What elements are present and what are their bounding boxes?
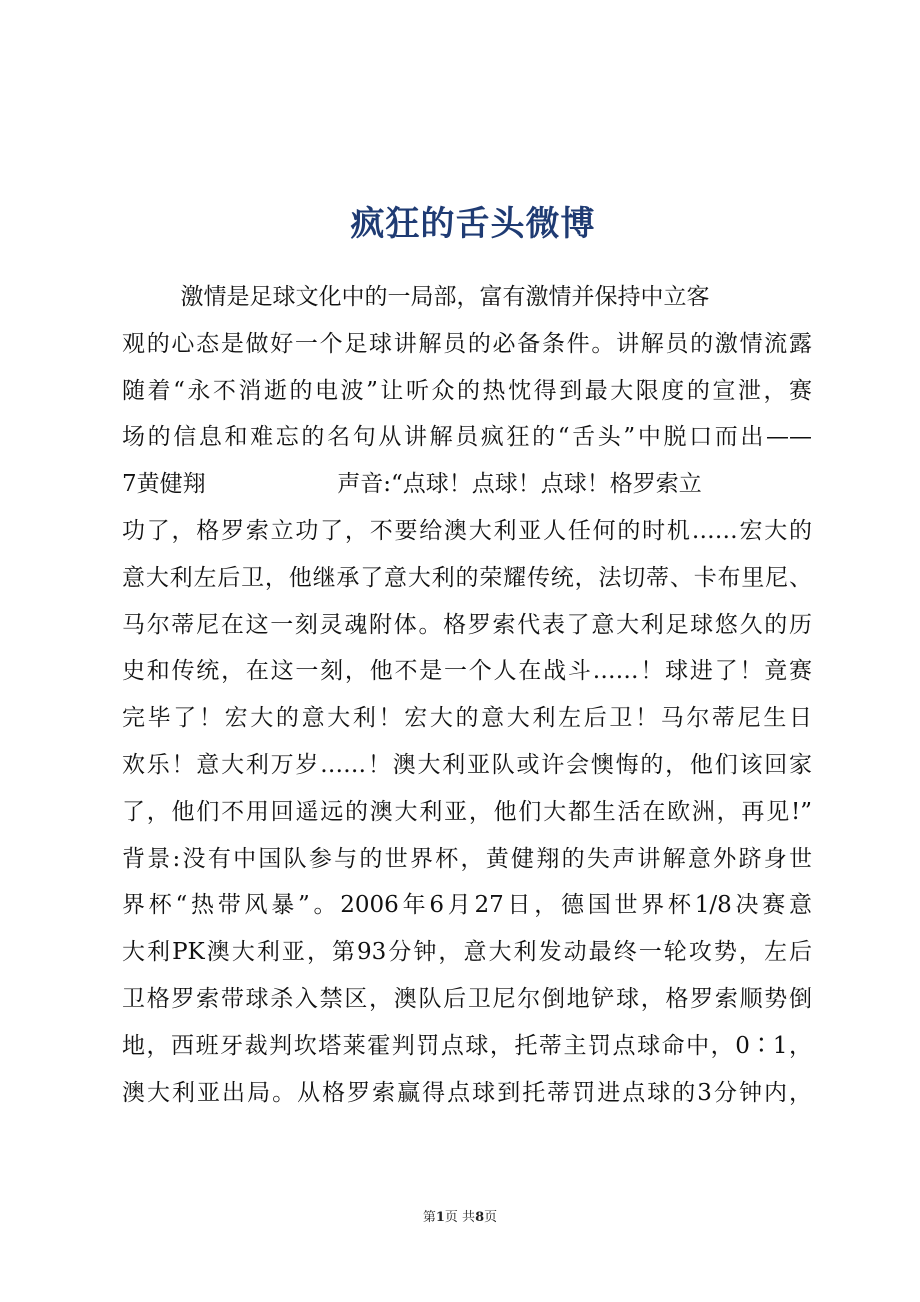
text-line: 激情是足球文化中的一局部，富有激情并保持中立客 xyxy=(122,284,710,310)
page-number-total: 8 xyxy=(475,1210,485,1225)
text-line: 完毕了！宏大的意大利！宏大的意大利左后卫！马尔蒂尼生日 xyxy=(122,705,812,732)
text-line: 卫格罗索带球杀入禁区，澳队后卫尼尔倒地铲球，格罗索顺势倒 xyxy=(122,985,812,1012)
text-line: 意大利左后卫，他继承了意大利的荣耀传统，法切蒂、卡布里尼、 xyxy=(122,564,812,591)
text-line: 欢乐！意大利万岁……！澳大利亚队或许会懊悔的，他们该回家 xyxy=(122,751,812,778)
text-line: 马尔蒂尼在这一刻灵魂附体。格罗索代表了意大利足球悠久的历 xyxy=(122,611,812,638)
text-line: 场的信息和难忘的名句从讲解员疯狂的“舌头”中脱口而出—— xyxy=(122,424,812,451)
text-line: 功了，格罗索立功了，不要给澳大利亚人任何的时机……宏大的 xyxy=(122,517,812,544)
page-footer xyxy=(0,1206,920,1225)
text-line: 澳大利亚出局。从格罗索赢得点球到托蒂罚进点球的3分钟内， xyxy=(122,1079,812,1106)
text-line: 史和传统，在这一刻，他不是一个人在战斗……！球进了！竟赛 xyxy=(122,658,812,685)
text-line: 7黄健翔 声音:“点球！点球！点球！格罗索立 xyxy=(122,471,702,498)
page-label-suffix: 页 xyxy=(484,1210,498,1225)
document-title: 疯狂的舌头微博 xyxy=(350,204,596,244)
text-line: 随着“永不消逝的电波”让听众的热忱得到最大限度的宣泄，赛 xyxy=(122,377,812,404)
text-line: 地，西班牙裁判坎塔莱霍判罚点球，托蒂主罚点球命中，0∶1， xyxy=(122,1032,812,1059)
text-line: 大利PK澳大利亚，第93分钟，意大利发动最终一轮攻势，左后 xyxy=(122,939,812,966)
text-line: 背景:没有中国队参与的世界杯，黄健翔的失声讲解意外跻身世 xyxy=(122,845,812,872)
page-label-mid: 页 共 xyxy=(444,1210,476,1225)
text-line: 了，他们不用回遥远的澳大利亚，他们大都生活在欧洲，再见!” xyxy=(122,798,812,825)
text-line: 界杯“热带风暴”。2006年6月27日，德国世界杯1/8决赛意 xyxy=(122,892,812,919)
page-label-prefix: 第 xyxy=(422,1210,436,1225)
document-body xyxy=(122,274,812,1116)
page-number-current: 1 xyxy=(435,1210,445,1225)
text-line: 观的心态是做好一个足球讲解员的必备条件。讲解员的激情流露 xyxy=(122,330,812,357)
